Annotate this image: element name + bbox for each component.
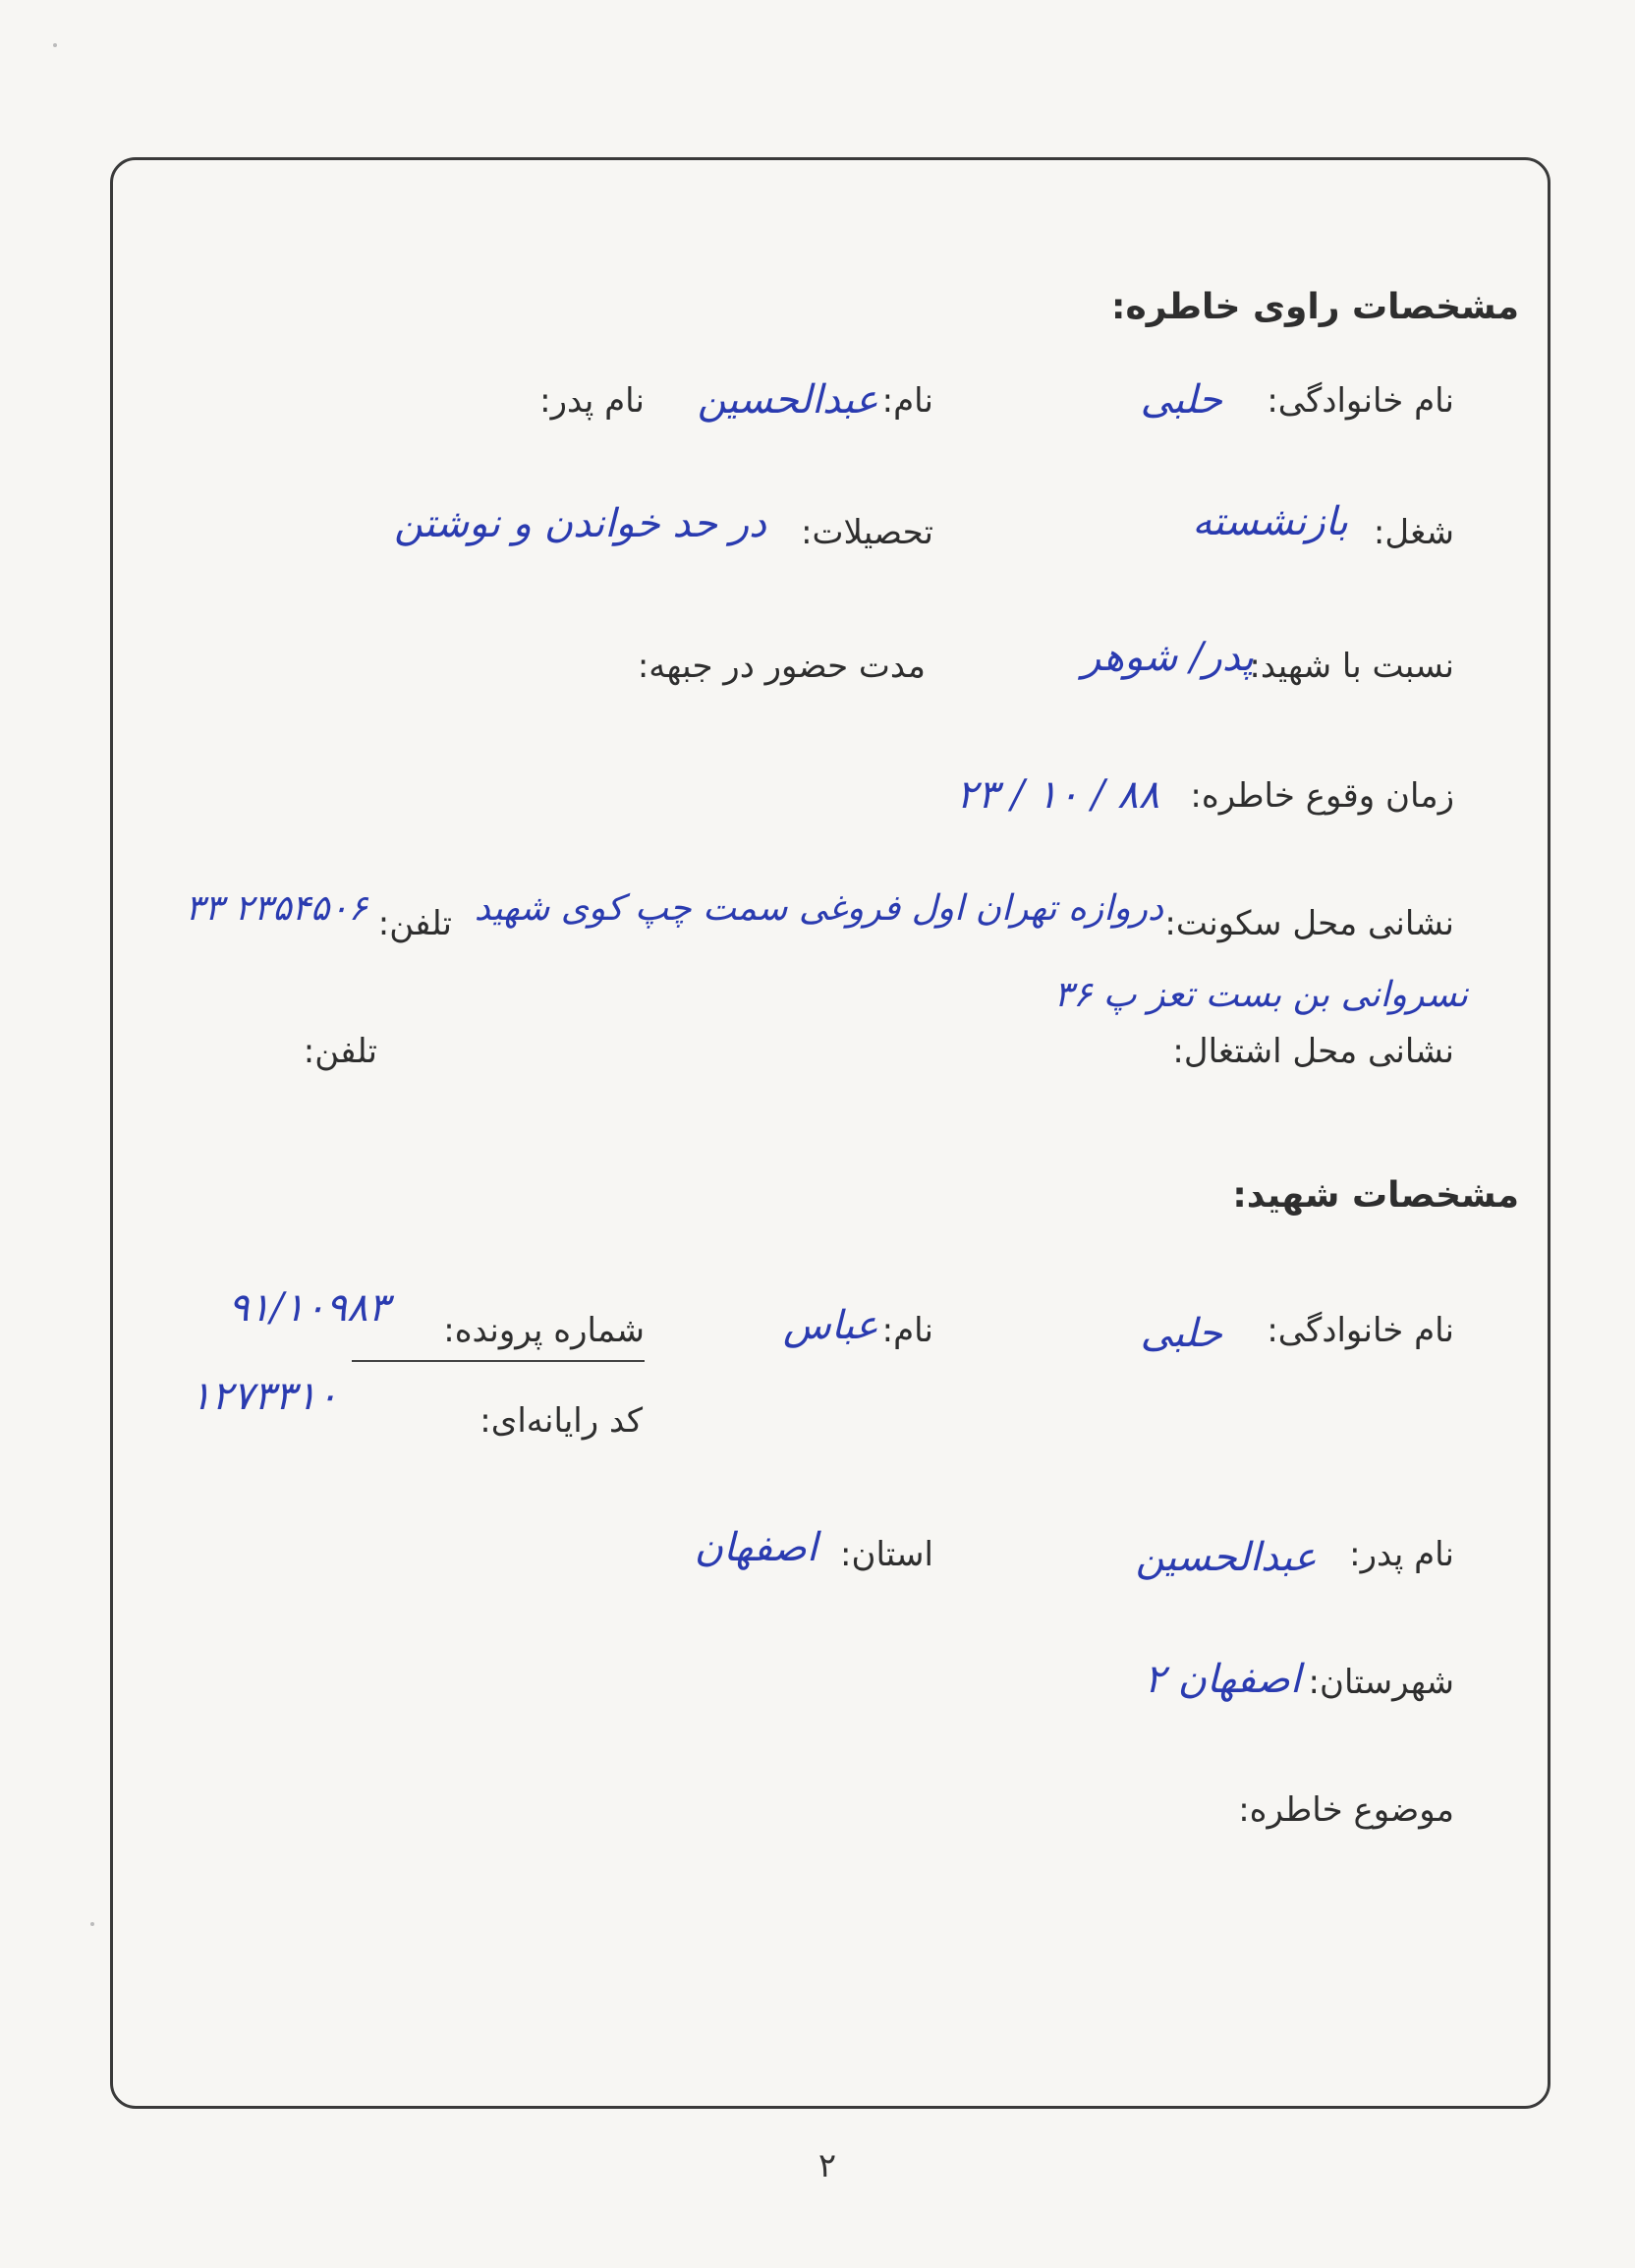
narrator-heading: مشخصات راوی خاطره:: [1111, 287, 1519, 327]
narrator-lastname-label: نام خانوادگی:: [1267, 381, 1454, 421]
narrator-relation-label: نسبت با شهید:: [1249, 647, 1454, 686]
martyr-file-number-label: شماره پرونده:: [443, 1311, 645, 1350]
narrator-work-address-label: نشانی محل اشتغال:: [1172, 1032, 1454, 1071]
narrator-home-phone-value[interactable]: ۲۳۵۴۵۰۶ ۳۳: [185, 888, 367, 929]
martyr-city-value[interactable]: اصفهان ۲: [1144, 1657, 1301, 1702]
narrator-job-label: شغل:: [1373, 513, 1454, 552]
martyr-father-label: نام پدر:: [1349, 1535, 1454, 1574]
narrator-memory-date-value[interactable]: ۸۸ / ۱۰ / ۲۳: [956, 772, 1159, 818]
narrator-firstname-label: نام:: [881, 381, 933, 421]
martyr-memory-topic-label: موضوع خاطره:: [1238, 1790, 1454, 1830]
narrator-education-value[interactable]: در حد خواندن و نوشتن: [394, 501, 766, 546]
narrator-home-address-value[interactable]: دروازه تهران اول فروغی سمت چپ کوی شهید: [474, 888, 1163, 929]
martyr-lastname-value[interactable]: حلبی: [1140, 1311, 1222, 1356]
narrator-education-label: تحصیلات:: [801, 513, 933, 552]
narrator-memory-date-label: زمان وقوع خاطره:: [1190, 776, 1454, 816]
martyr-heading: مشخصات شهید:: [1232, 1175, 1519, 1216]
narrator-lastname-value[interactable]: حلبی: [1140, 377, 1222, 423]
narrator-firstname-value[interactable]: عبدالحسین: [697, 377, 878, 423]
file-number-underline: [352, 1360, 645, 1362]
martyr-father-value[interactable]: عبدالحسین: [1135, 1535, 1317, 1580]
paper-speck: [53, 43, 57, 47]
martyr-file-number-value[interactable]: ۹۱/۱۰۹۸۳: [228, 1285, 389, 1331]
narrator-job-value[interactable]: بازنشسته: [1192, 499, 1348, 544]
paper-speck: [90, 1922, 94, 1926]
martyr-computer-code-value[interactable]: ۱۲۷۳۳۱۰: [190, 1374, 338, 1419]
narrator-work-phone-label: تلفن:: [303, 1032, 377, 1071]
narrator-home-address-label: نشانی محل سکونت:: [1164, 904, 1454, 943]
narrator-front-duration-label: مدت حضور در جبهه:: [637, 647, 926, 686]
martyr-computer-code-label: کد رایانه‌ای:: [479, 1401, 643, 1441]
martyr-firstname-label: نام:: [881, 1311, 933, 1350]
narrator-father-label: نام پدر:: [539, 381, 645, 421]
martyr-firstname-value[interactable]: عباس: [783, 1303, 878, 1348]
narrator-relation-value[interactable]: پدر/ شوهر: [1082, 635, 1254, 680]
martyr-city-label: شهرستان:: [1308, 1663, 1454, 1702]
narrator-home-phone-label: تلفن:: [377, 904, 452, 943]
page-number: ۲: [818, 2146, 837, 2185]
martyr-province-label: استان:: [840, 1535, 933, 1574]
martyr-province-value[interactable]: اصفهان: [694, 1525, 818, 1570]
martyr-lastname-label: نام خانوادگی:: [1267, 1311, 1454, 1350]
narrator-home-address-line2[interactable]: نسروانی بن بست تعز پ ۳۶: [1053, 975, 1468, 1015]
